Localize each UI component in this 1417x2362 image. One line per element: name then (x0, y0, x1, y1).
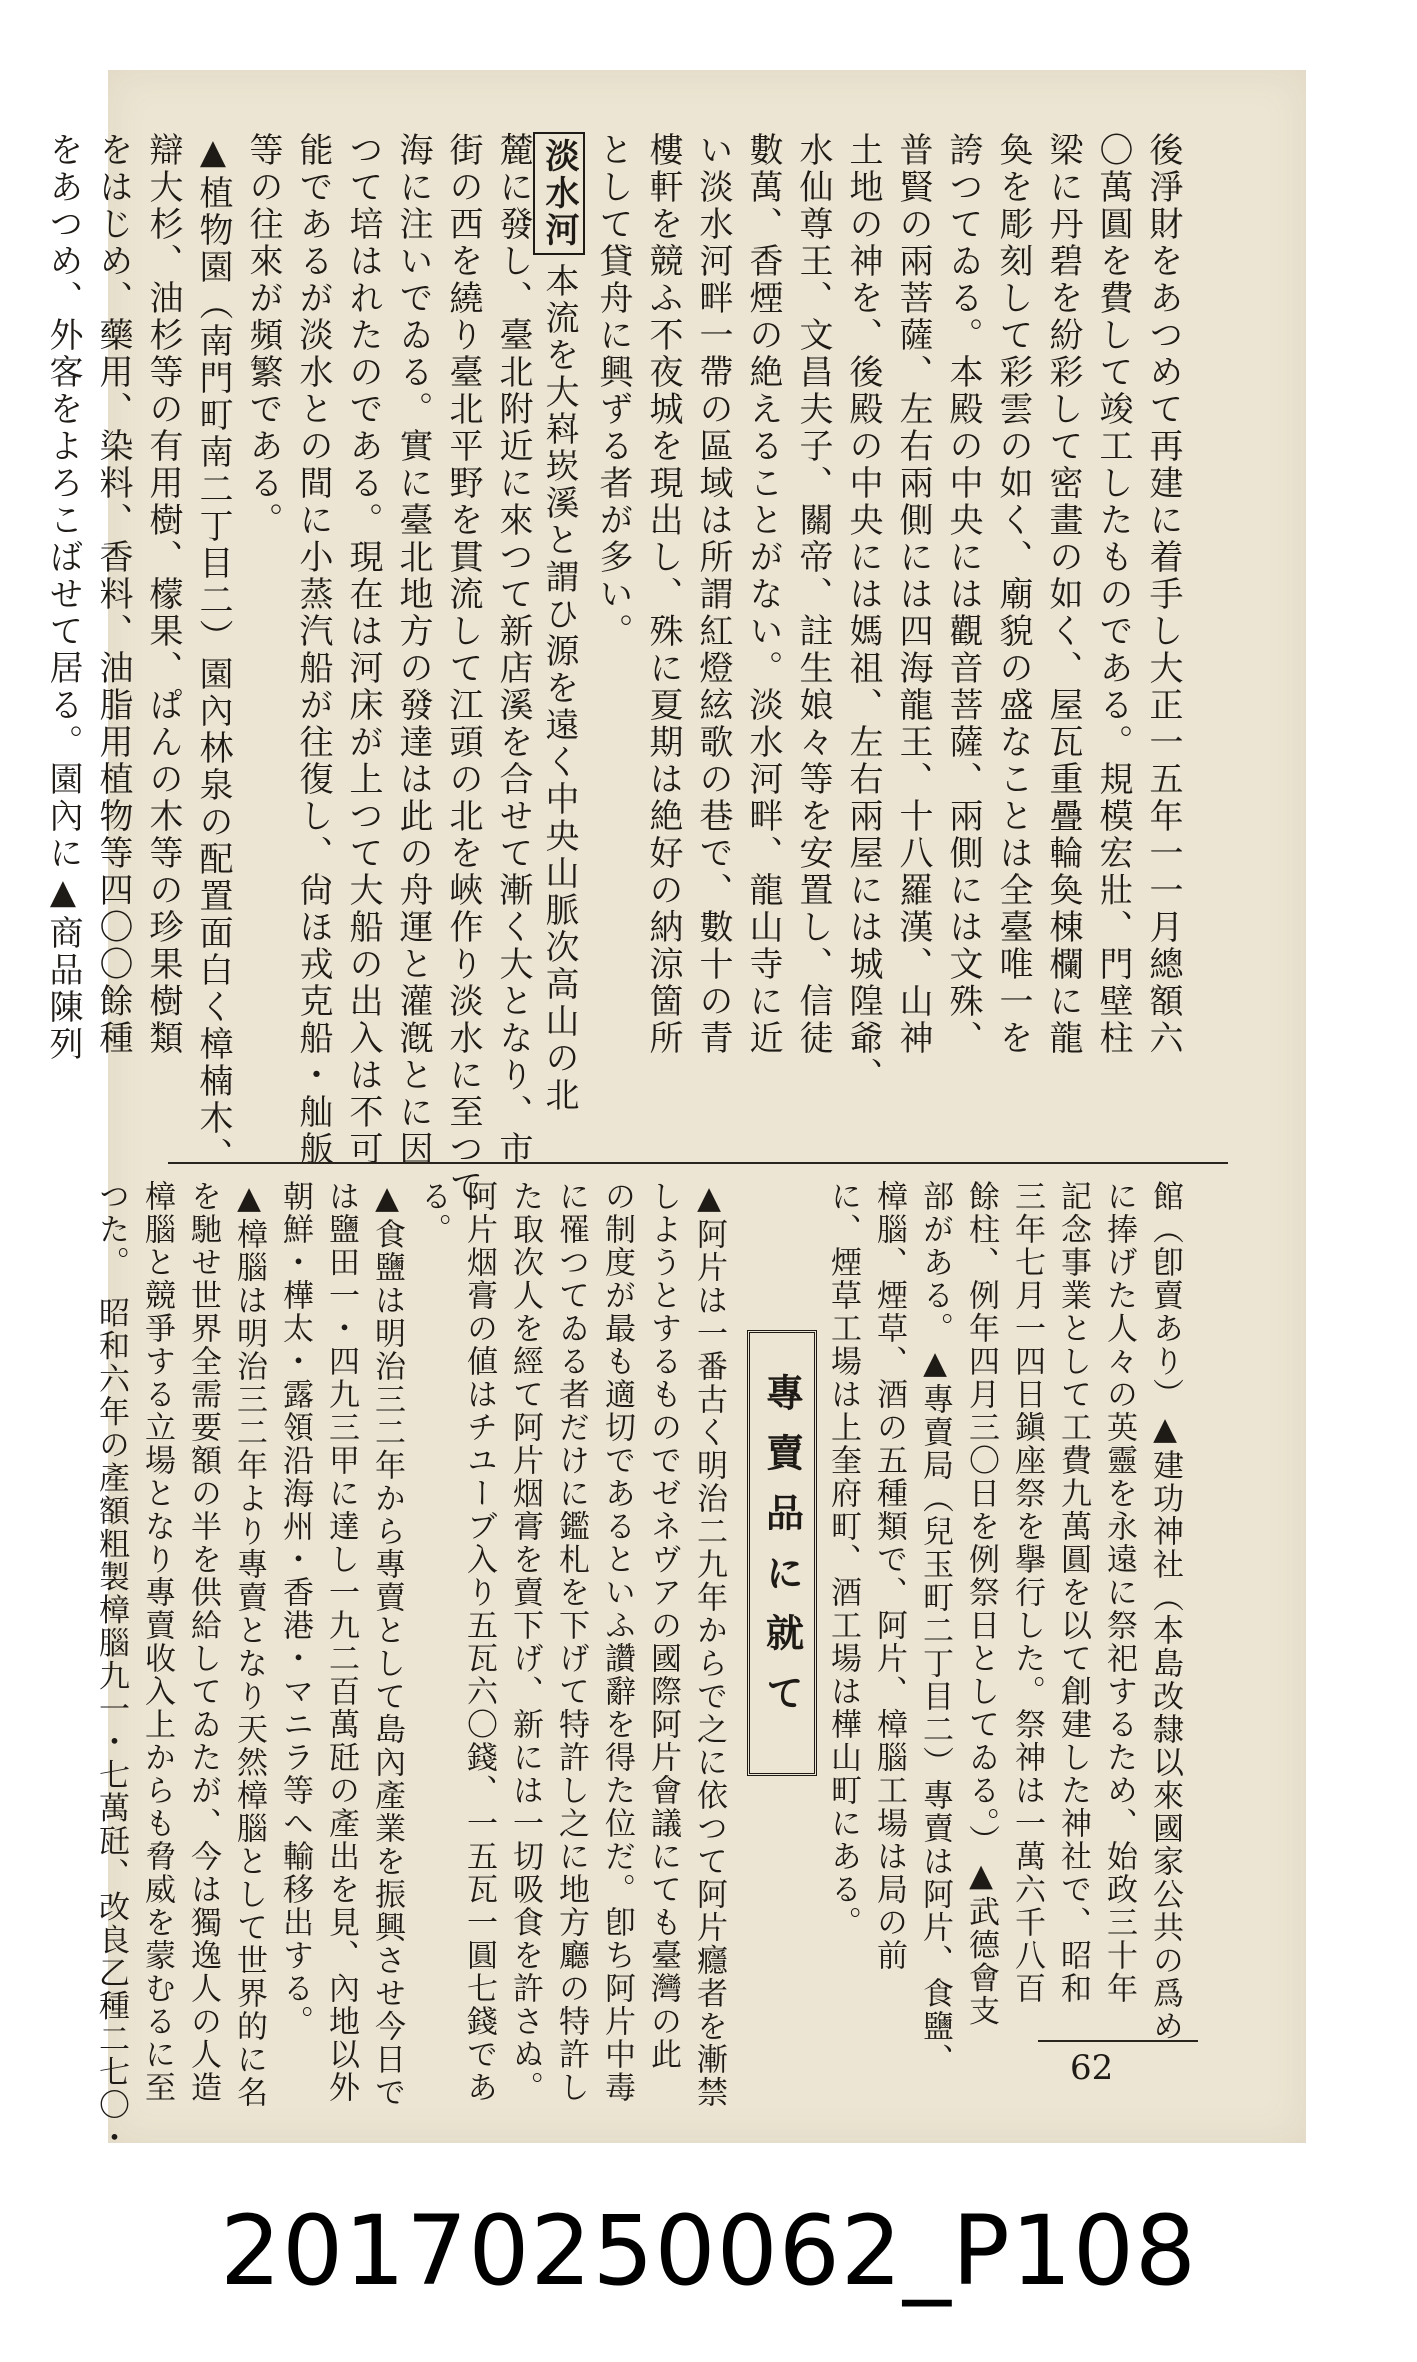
text-column: ▲食鹽は明治三二年から專賣として島內產業を振興させ今日で (369, 1180, 405, 2109)
text-column: 數萬、香煙の絶えることがない。淡水河畔、龍山寺に近 (743, 132, 783, 1057)
text-column: 等の往來が頻繁である。 (243, 132, 283, 539)
tamsui-column (541, 132, 585, 1152)
text-column: に捧げた人々の英靈を永遠に祭祀するため、始政三十年 (1101, 1180, 1137, 2005)
text-column: ▲阿片は一番古く明治二九年からで之に依つて阿片癮者を漸禁 (691, 1180, 727, 2109)
text-column: 朝鮮・樺太・露領沿海州・香港・マニラ等へ輸移出する。 (277, 1180, 313, 2038)
text-column: 辯大杉、油杉等の有用樹、檬果、ぱんの木等の珍果樹類 (143, 132, 183, 1057)
text-column: 三年七月一四日鎭座祭を擧行した。祭神は一萬六千八百 (1009, 1180, 1045, 2005)
bottom-section (93, 1180, 1185, 2155)
text-column: 能であるが淡水との間に小蒸汽船が往復し、尙ほ戎克船・舢舨 (293, 132, 333, 1168)
text-column: に罹つてゐる者だけに鑑札を下げて特許し之に地方廳の特許し (553, 1180, 589, 2104)
text-column: 館（卽賣あり）▲建功神社（本島改隸以來國家公共の爲め (1147, 1180, 1183, 2043)
text-column: に、煙草工場は上奎府町、酒工場は樺山町にある。 (825, 1180, 861, 1939)
text-column: る。 (415, 1180, 451, 1246)
text-column: 海に注いでゐる。實に臺北地方の發達は此の舟運と灌漑とに因 (393, 132, 433, 1168)
text-column: つた。 昭和六年の產額粗製樟腦九一・七萬瓩、改良乙種二七〇・ (93, 1180, 129, 2155)
text-column: 樟腦、煙草、酒の五種類で、阿片、樟腦工場は局の前 (871, 1180, 907, 1972)
text-column: の制度が最も適切であるといふ讚辭を得た位だ。卽ち阿片中毒 (599, 1180, 635, 2104)
text-column: 部がある。▲專賣局（兒玉町二丁目二）專賣は阿片、食鹽、 (917, 1180, 953, 2076)
text-column: 餘柱、例年四月三〇日を例祭日としてゐる。）▲武德會支 (963, 1180, 999, 2028)
scanned-page (43, 70, 1306, 2155)
text-column: 麓に發し、臺北附近に來つて新店溪を合せて漸く大となり、市 (493, 132, 533, 1168)
section-heading-monopoly: 專賣品に就て (747, 1330, 817, 1776)
text-column: は鹽田一・四九三甲に達し一九二百萬瓩の產出を見、內地以外 (323, 1180, 359, 2104)
text-column: つて培はれたのである。現在は河床が上つて大船の出入は不可 (343, 132, 383, 1168)
text-column: 梁に丹碧を紛彩して密畫の如く、屋瓦重疊輪奐棟欄に龍 (1043, 132, 1083, 1057)
text-column: 記念事業として工費九萬圓を以て創建した神社で、昭和 (1055, 1180, 1091, 2005)
text-column: をあつめ、外客をよろこばせて居る。園內に▲商品陳列 (43, 132, 83, 1063)
text-column: として貸舟に興ずる者が多い。 (593, 132, 633, 650)
text-column: しようとするものでゼネヴアの國際阿片會議にても臺灣の此 (645, 1180, 681, 2071)
text-column: 後淨財をあつめて再建に着手し大正一五年一一月總額六 (1143, 132, 1183, 1057)
text-column: 樟腦と競爭する立場となり專賣收入上からも脅威を蒙むるに至 (139, 1180, 175, 2104)
page-number: 62 (1070, 2048, 1114, 2088)
text-column: 街の西を繞り臺北平野を貫流して江頭の北を峽作り淡水に至つて (443, 132, 483, 1205)
section-divider (168, 1162, 1228, 1164)
text-column: 水仙尊王、文昌夫子、關帝、註生娘々等を安置し、信徒 (793, 132, 833, 1057)
image-caption: 20170250062_P108 (220, 2195, 1197, 2307)
text-column: をはじめ、藥用、染料、香料、油脂用植物等四〇〇餘種 (93, 132, 133, 1057)
text-column: ▲樟腦は明治三二年より專賣となり天然樟腦として世界的に名 (231, 1180, 267, 2109)
top-section (43, 132, 1185, 1205)
page-number-rule (1038, 2040, 1198, 2042)
text-column: ▲植物園（南門町南二丁目二）園內林泉の配置面白く樟楠木、 (193, 132, 233, 1174)
tamsui-text: 本流を大嵙崁溪と謂ひ源を遠く中央山脈次高山の北 (539, 263, 579, 1114)
text-column: 樓軒を競ふ不夜城を現出し、殊に夏期は絶好の納涼箇所 (643, 132, 683, 1057)
text-column: 奐を彫刻して彩雲の如く、廟貌の盛なことは全臺唯一を (993, 132, 1033, 1057)
tamsui-heading: 淡水河 (533, 132, 585, 255)
text-column: た取次人を經て阿片烟膏を賣下げ、新には一切吸食を許さぬ。 (507, 1180, 543, 2104)
text-column: を馳せ世界全需要額の半を供給してゐたが、今は獨逸人の人造 (185, 1180, 221, 2104)
text-column: 阿片烟膏の値はチユーブ入り五瓦六〇錢、一五瓦一圓七錢であ (461, 1180, 497, 2104)
page-inner (43, 70, 1306, 2155)
text-column: 〇萬圓を費して竣工したものである。規模宏壯、門壁柱 (1093, 132, 1133, 1057)
text-column: 土地の神を、後殿の中央には媽祖、左右兩屋には城隍爺、 (843, 132, 883, 1094)
text-column: 誇つてゐる。本殿の中央には觀音菩薩、兩側には文殊、 (943, 132, 983, 1057)
text-column: 普賢の兩菩薩、左右兩側には四海龍王、十八羅漢、山神 (893, 132, 933, 1057)
text-column: い淡水河畔一帶の區域は所謂紅燈絃歌の巷で、數十の青 (693, 132, 733, 1057)
